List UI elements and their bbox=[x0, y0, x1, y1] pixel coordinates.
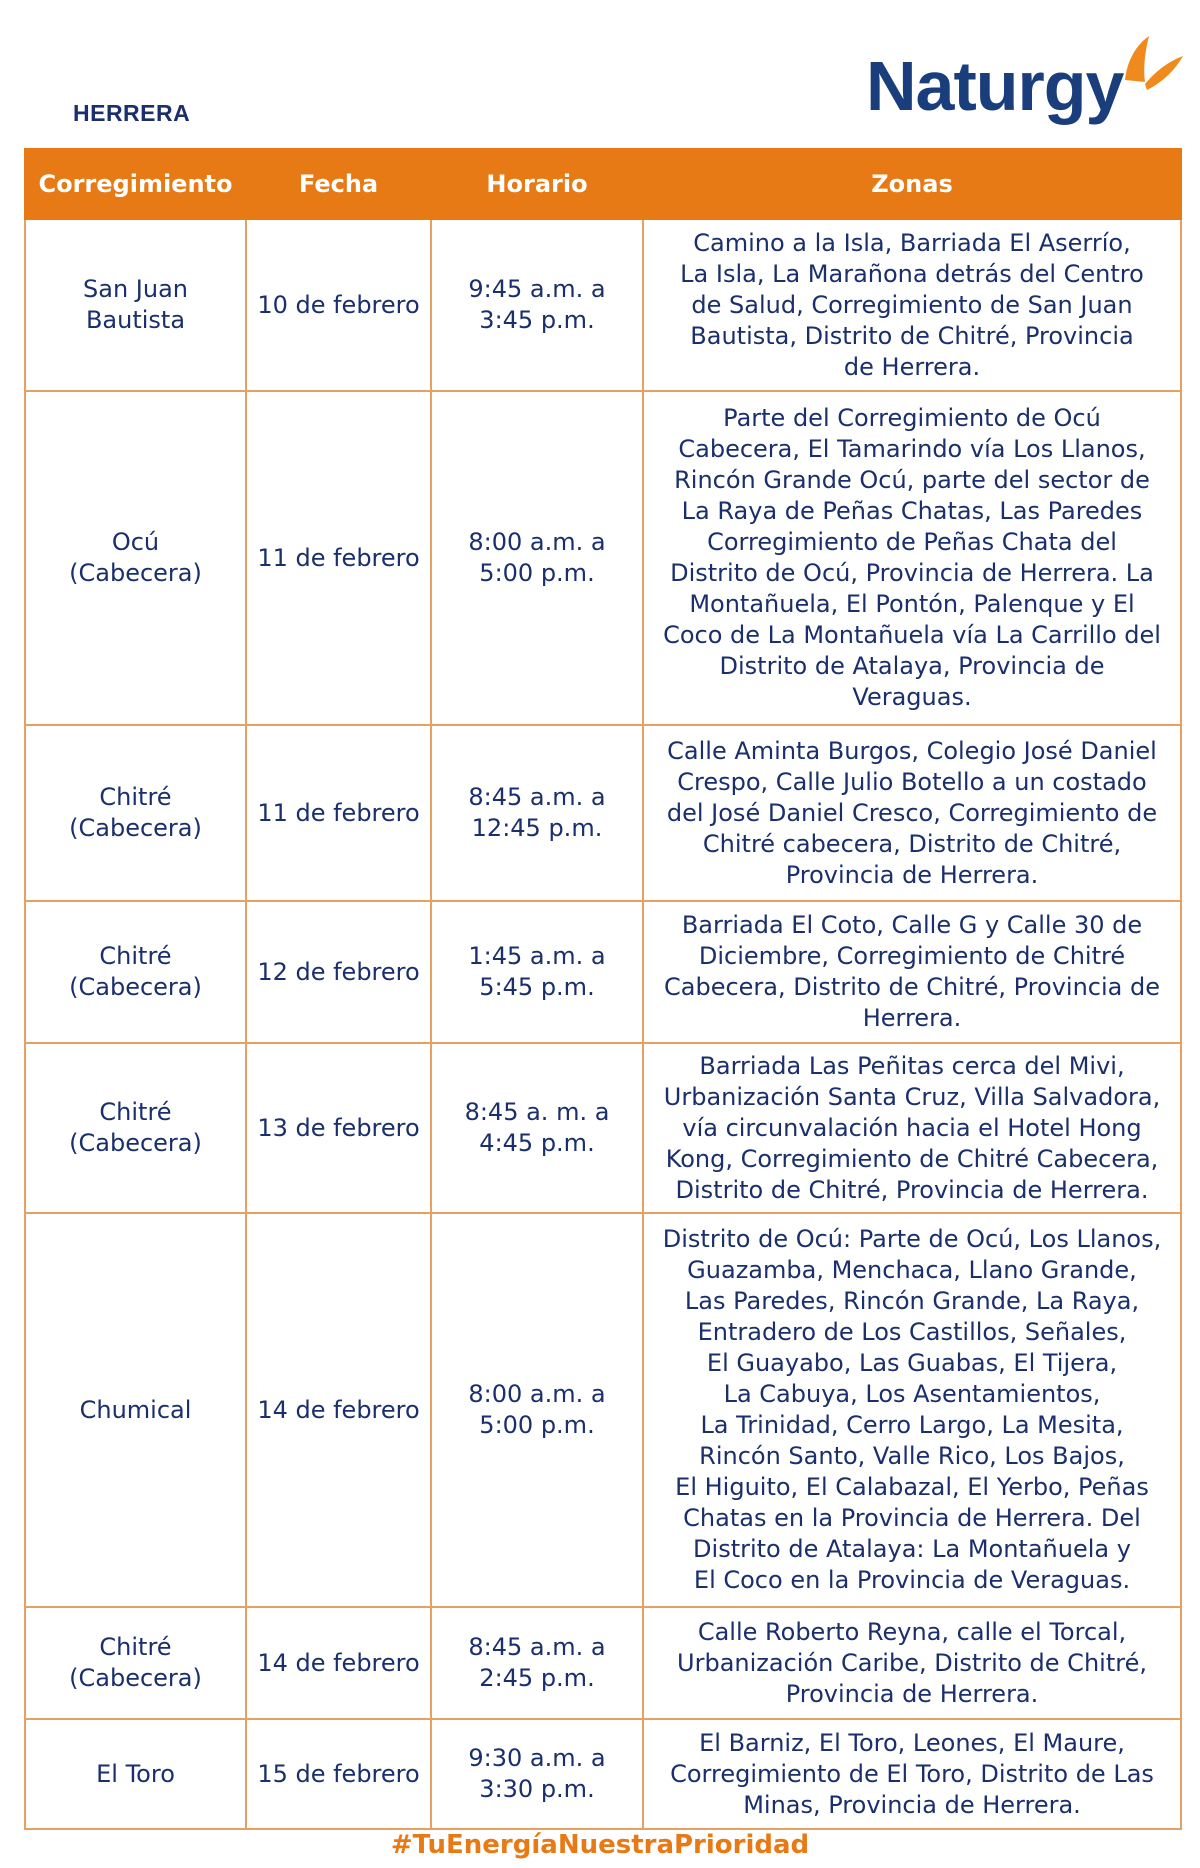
column-header-horario: Horario bbox=[431, 149, 643, 219]
fecha-cell: 10 de febrero bbox=[246, 219, 431, 391]
table-row bbox=[25, 1043, 1181, 1213]
region-title: HERRERA bbox=[73, 100, 191, 126]
horario-cell: 9:45 a.m. a 3:45 p.m. bbox=[431, 219, 643, 391]
horario-cell: 8:45 a. m. a 4:45 p.m. bbox=[431, 1043, 643, 1213]
zonas-cell: Distrito de Ocú: Parte de Ocú, Los Llanos, Guazamba, Menchaca, Llano Grande, Las Paredes, Rincón Grande, La Raya, Entradero de Los Castillos, Señales, El Guayabo, Las Guabas, El Tijera, La Cabuya, Los Asentamientos, La Trinidad, Cerro Largo, La Mesita, Rincón Santo, Valle Rico, Los Bajos, El Higuito, El Calabazal, El Yerbo, Peñas Chatas en la Provincia de Herrera. Del Distrito de Atalaya: La Montañuela y El Coco en la Provincia de Veraguas. bbox=[643, 1213, 1181, 1607]
naturgy-logo bbox=[866, 32, 1186, 128]
horario-cell: 8:45 a.m. a 12:45 p.m. bbox=[431, 725, 643, 901]
zonas-cell: Calle Aminta Burgos, Colegio José Daniel Crespo, Calle Julio Botello a un costado del José Daniel Cresco, Corregimiento de Chitré cabecera, Distrito de Chitré, Provincia de Herrera. bbox=[643, 725, 1181, 901]
corregimiento-cell: El Toro bbox=[25, 1719, 246, 1829]
table-row bbox=[25, 1719, 1181, 1829]
table-header-row bbox=[25, 149, 1181, 219]
fecha-cell: 14 de febrero bbox=[246, 1213, 431, 1607]
zonas-cell: Barriada Las Peñitas cerca del Mivi, Urbanización Santa Cruz, Villa Salvadora, vía circunvalación hacia el Hotel Hong Kong, Corregimiento de Chitré Cabecera, Distrito de Chitré, Provincia de Herrera. bbox=[643, 1043, 1181, 1213]
table-row bbox=[25, 1213, 1181, 1607]
fecha-cell: 15 de febrero bbox=[246, 1719, 431, 1829]
corregimiento-cell: Chumical bbox=[25, 1213, 246, 1607]
horario-cell: 8:45 a.m. a 2:45 p.m. bbox=[431, 1607, 643, 1719]
fecha-cell: 13 de febrero bbox=[246, 1043, 431, 1213]
column-header-zonas: Zonas bbox=[643, 149, 1181, 219]
table-row bbox=[25, 391, 1181, 725]
schedule-table bbox=[24, 148, 1182, 1830]
logo-wordmark: Naturgy bbox=[866, 47, 1124, 125]
horario-cell: 1:45 a.m. a 5:45 p.m. bbox=[431, 901, 643, 1043]
fecha-cell: 11 de febrero bbox=[246, 725, 431, 901]
horario-cell: 8:00 a.m. a 5:00 p.m. bbox=[431, 1213, 643, 1607]
corregimiento-cell: Chitré (Cabecera) bbox=[25, 725, 246, 901]
corregimiento-cell: Ocú (Cabecera) bbox=[25, 391, 246, 725]
corregimiento-cell: Chitré (Cabecera) bbox=[25, 1043, 246, 1213]
column-header-corregimiento: Corregimiento bbox=[25, 149, 246, 219]
butterfly-logo-icon bbox=[1121, 32, 1185, 102]
zonas-cell: Parte del Corregimiento de Ocú Cabecera, El Tamarindo vía Los Llanos, Rincón Grande Ocú, parte del sector de La Raya de Peñas Chatas, Las Paredes Corregimiento de Peñas Chata del Distrito de Ocú, Provincia de Herrera. La Montañuela, El Pontón, Palenque y El Coco de La Montañuela vía La Carrillo del Distrito de Atalaya, Provincia de Veraguas. bbox=[643, 391, 1181, 725]
horario-cell: 9:30 a.m. a 3:30 p.m. bbox=[431, 1719, 643, 1829]
table-row bbox=[25, 725, 1181, 901]
fecha-cell: 11 de febrero bbox=[246, 391, 431, 725]
horario-cell: 8:00 a.m. a 5:00 p.m. bbox=[431, 391, 643, 725]
column-header-fecha: Fecha bbox=[246, 149, 431, 219]
table-row bbox=[25, 219, 1181, 391]
zonas-cell: El Barniz, El Toro, Leones, El Maure, Corregimiento de El Toro, Distrito de Las Minas, Provincia de Herrera. bbox=[643, 1719, 1181, 1829]
corregimiento-cell: Chitré (Cabecera) bbox=[25, 901, 246, 1043]
zonas-cell: Calle Roberto Reyna, calle el Torcal, Urbanización Caribe, Distrito de Chitré, Provincia de Herrera. bbox=[643, 1607, 1181, 1719]
zonas-cell: Camino a la Isla, Barriada El Aserrío, La Isla, La Marañona detrás del Centro de Salud, Corregimiento de San Juan Bautista, Distrito de Chitré, Provincia de Herrera. bbox=[643, 219, 1181, 391]
table-row bbox=[25, 1607, 1181, 1719]
fecha-cell: 14 de febrero bbox=[246, 1607, 431, 1719]
corregimiento-cell: Chitré (Cabecera) bbox=[25, 1607, 246, 1719]
corregimiento-cell: San Juan Bautista bbox=[25, 219, 246, 391]
table-row bbox=[25, 901, 1181, 1043]
zonas-cell: Barriada El Coto, Calle G y Calle 30 de Diciembre, Corregimiento de Chitré Cabecera, Distrito de Chitré, Provincia de Herrera. bbox=[643, 901, 1181, 1043]
fecha-cell: 12 de febrero bbox=[246, 901, 431, 1043]
footer-hashtag: #TuEnergíaNuestraPrioridad bbox=[390, 1830, 810, 1860]
